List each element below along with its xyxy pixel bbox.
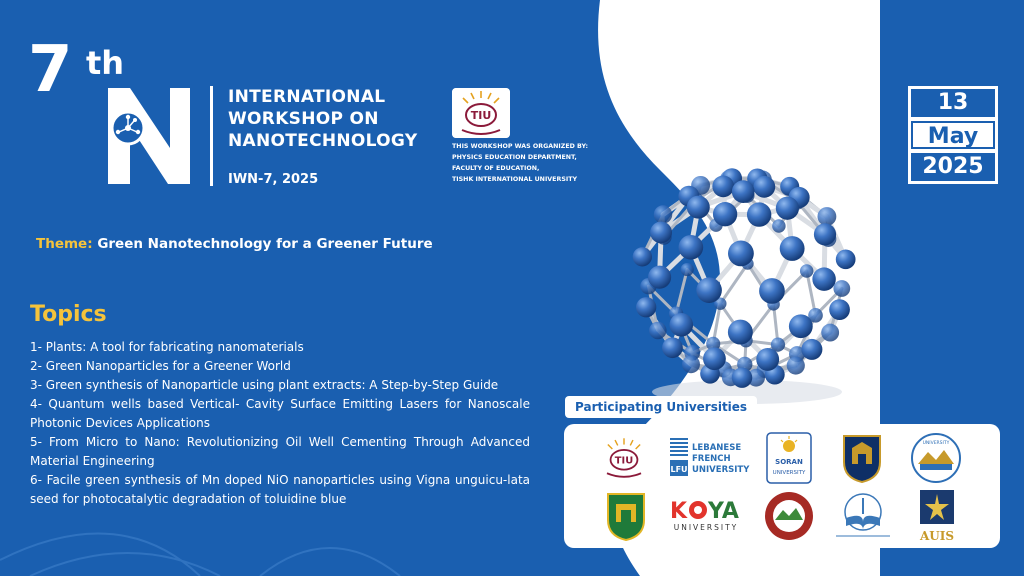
topic-item: 6- Facile green synthesis of Mn doped NiO nanoparticles using Vigna unguicu-lata seed for photocatalytic degradation of toluidine blue (30, 473, 530, 506)
theme-text: Green Nanotechnology for a Greener Future (97, 236, 433, 252)
molecule-atom (703, 347, 726, 370)
book-logo-9 (832, 490, 894, 542)
organizer-info (452, 141, 602, 185)
svg-text:FRENCH: FRENCH (692, 454, 731, 464)
event-number: 7 (28, 33, 71, 107)
date-month: May (911, 121, 995, 149)
event-date (908, 86, 998, 184)
molecule-atom (747, 202, 771, 226)
molecule-atom (670, 313, 694, 337)
nano-n-logo-icon (104, 84, 194, 188)
title-line: WORKSHOP ON (228, 109, 379, 129)
molecule-atom (836, 249, 856, 269)
crest-logo-4 (840, 432, 884, 484)
universities-panel (564, 424, 1000, 548)
molecule-atom (787, 356, 805, 374)
svg-text:TIU: TIU (470, 109, 492, 122)
svg-text:LEBANESE: LEBANESE (692, 443, 742, 453)
molecule-atom (833, 280, 850, 297)
molecule-atom (829, 299, 850, 320)
title-line: NANOTECHNOLOGY (228, 131, 418, 151)
title-line: INTERNATIONAL (228, 87, 386, 107)
event-ordinal: th (86, 44, 125, 82)
svg-text:SORAN: SORAN (775, 458, 803, 466)
lfu-logo (668, 436, 750, 480)
event-subtitle: IWN-7, 2025 (228, 172, 319, 187)
molecule-atom (682, 355, 700, 373)
molecule-atom (780, 236, 805, 261)
molecule-atom (753, 176, 775, 198)
molecule-atom (801, 339, 822, 360)
svg-text:UNIVERSITY: UNIVERSITY (922, 441, 950, 446)
tiu-organizer-logo (452, 88, 510, 138)
soran-logo (766, 432, 812, 484)
participating-universities-label: Participating Universities (565, 396, 757, 418)
topics-list (30, 338, 530, 509)
crest-logo-6 (604, 490, 648, 542)
topic-item: 1- Plants: A tool for fabricating nanomaterials (30, 340, 304, 354)
molecule-atom (756, 348, 779, 371)
molecule-atom (812, 267, 835, 290)
molecule-atom (636, 297, 656, 317)
molecule-atom (687, 196, 710, 219)
svg-text:AUIS: AUIS (919, 529, 955, 543)
event-title (228, 86, 438, 152)
topics-heading: Topics (30, 302, 107, 327)
crest-logo-5 (910, 432, 962, 484)
round-logo-8 (762, 490, 816, 542)
molecule-atom (679, 235, 704, 260)
molecule-atom (712, 175, 734, 197)
molecule-atom (732, 180, 755, 203)
koya-logo (668, 496, 744, 534)
topic-item: 5- From Micro to Nano: Revolutionizing Oil Well Cementing Through Advanced Material Engineering (30, 435, 530, 468)
molecule-atom (662, 337, 683, 358)
molecule-atom (732, 367, 752, 387)
fullerene-molecule-image (612, 160, 872, 410)
molecule-atom (800, 264, 813, 277)
tiu-logo (598, 434, 650, 482)
molecule-atom (728, 320, 753, 345)
theme (36, 236, 433, 252)
molecule-atom (789, 314, 813, 338)
molecule-atom (633, 247, 652, 266)
svg-text:UNIVERSITY: UNIVERSITY (692, 465, 750, 475)
molecule-atom (814, 223, 836, 245)
date-year: 2025 (911, 153, 995, 181)
molecule-atom (759, 278, 785, 304)
molecule-atom (728, 241, 754, 267)
molecule-atom (776, 197, 799, 220)
molecule-atom (821, 324, 839, 342)
svg-text:UNIVERSITY: UNIVERSITY (673, 523, 739, 532)
topic-item: 4- Quantum wells based Vertical- Cavity Surface Emitting Lasers for Nanoscale Photonic Devices Applications (30, 397, 530, 430)
molecule-atom (696, 277, 722, 303)
svg-text:TIU: TIU (614, 455, 634, 467)
molecule-atom (772, 219, 785, 232)
organizer-line: PHYSICS EDUCATION DEPARTMENT, (452, 154, 577, 161)
svg-text:YA: YA (708, 499, 739, 524)
molecule-atom (817, 207, 836, 226)
svg-text:UNIVERSITY: UNIVERSITY (772, 470, 806, 476)
molecule-atom (713, 202, 737, 226)
organizer-line: FACULTY OF EDUCATION, (452, 165, 540, 172)
svg-text:LFU: LFU (670, 465, 688, 474)
organizer-line: THIS WORKSHOP WAS ORGANIZED BY: (452, 143, 589, 150)
molecule-atom (681, 263, 694, 276)
auis-logo (912, 488, 962, 544)
molecule-atom (650, 222, 672, 244)
molecule-atom (649, 322, 666, 339)
molecule-atom (648, 266, 671, 289)
topic-item: 2- Green Nanoparticles for a Greener World (30, 359, 291, 373)
date-day: 13 (911, 89, 995, 117)
svg-text:K: K (670, 499, 688, 524)
molecule-atom (654, 205, 672, 223)
organizer-line: TISHK INTERNATIONAL UNIVERSITY (452, 176, 578, 183)
topic-item: 3- Green synthesis of Nanoparticle using plant extracts: A Step-by-Step Guide (30, 378, 499, 392)
title-divider (210, 86, 213, 186)
theme-label: Theme: (36, 236, 93, 252)
